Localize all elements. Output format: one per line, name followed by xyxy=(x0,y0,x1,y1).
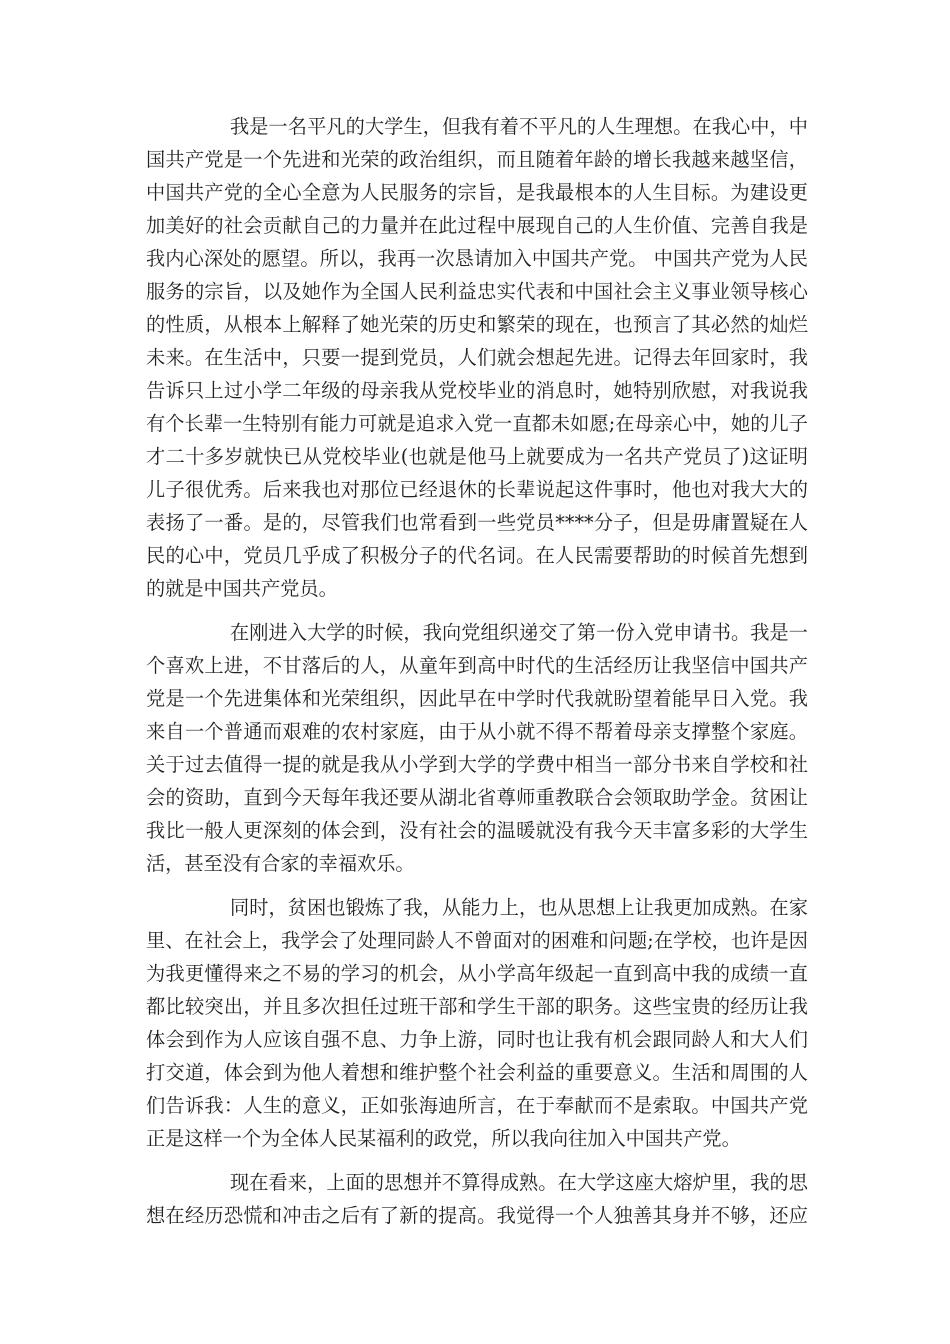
text-line: 现在看来，上面的思想并不算得成熟。在大学这座大熔炉里，我的思 xyxy=(230,1171,808,1194)
text-line: 的性质，从根本上解释了她光荣的历史和繁荣的现在，也预言了其必然的灿烂 xyxy=(146,313,808,336)
text-line: 中国共产党的全心全意为人民服务的宗旨，是我最根本的人生目标。为建设更 xyxy=(146,181,808,204)
text-line: 我比一般人更深刻的体会到，没有社会的温暖就没有我今天丰富多彩的大学生 xyxy=(146,819,808,842)
text-line: 活，甚至没有合家的幸福欢乐。 xyxy=(146,852,415,875)
text-line: 想在经历恐慌和冲击之后有了新的提高。我觉得一个人独善其身并不够，还应 xyxy=(146,1204,808,1227)
text-line: 才二十多岁就快已从党校毕业(也就是他马上就要成为一名共产党员了)这证明 xyxy=(146,445,808,468)
paragraph-spacer xyxy=(146,1155,808,1166)
text-line: 打交道，体会到为他人着想和维护整个社会利益的重要意义。生活和周围的人 xyxy=(146,1061,808,1084)
text-line: 里、在社会上，我学会了处理同龄人不曾面对的困难和问题;在学校，也许是因 xyxy=(146,929,808,952)
text-line: 加美好的社会贡献自己的力量并在此过程中展现自己的人生价值、完善自我是 xyxy=(146,214,808,237)
paragraph-spacer xyxy=(146,880,808,891)
text-line: 我是一名平凡的大学生，但我有着不平凡的人生理想。在我心中，中 xyxy=(230,115,808,138)
text-line: 正是这样一个为全体人民某福利的政党，所以我向往加入中国共产党。 xyxy=(146,1127,741,1150)
text-line: 未来。在生活中，只要一提到党员，人们就会想起先进。记得去年回家时，我 xyxy=(146,346,808,369)
text-line: 关于过去值得一提的就是我从小学到大学的学费中相当一部分书来自学校和社 xyxy=(146,753,808,776)
text-line: 们告诉我：人生的意义，正如张海迪所言，在于奉献而不是索取。中国共产党 xyxy=(146,1094,808,1117)
paragraph-2 xyxy=(146,616,808,880)
text-line: 告诉只上过小学二年级的母亲我从党校毕业的消息时，她特别欣慰，对我说我 xyxy=(146,379,808,402)
text-line: 服务的宗旨，以及她作为全国人民利益忠实代表和中国社会主义事业领导核心 xyxy=(146,280,808,303)
text-line: 同时，贫困也锻炼了我，从能力上，也从思想上让我更加成熟。在家 xyxy=(230,896,808,919)
text-line: 表扬了一番。是的，尽管我们也常看到一些党员****分子，但是毋庸置疑在人 xyxy=(146,511,808,534)
text-line: 体会到作为人应该自强不息、力争上游，同时也让我有机会跟同龄人和大人们 xyxy=(146,1028,808,1051)
paragraph-4 xyxy=(146,1166,808,1232)
paragraph-1 xyxy=(146,110,808,605)
text-line: 的就是中国共产党员。 xyxy=(146,577,338,600)
text-line: 来自一个普通而艰难的农村家庭，由于从小就不得不帮着母亲支撑整个家庭。 xyxy=(146,720,808,743)
text-line: 我内心深处的愿望。所以，我再一次恳请加入中国共产党。 中国共产党为人民 xyxy=(146,247,808,270)
text-line: 为我更懂得来之不易的学习的机会，从小学高年级起一直到高中我的成绩一直 xyxy=(146,962,808,985)
document-body xyxy=(146,110,808,1232)
text-line: 有个长辈一生特别有能力可就是追求入党一直都未如愿;在母亲心中，她的儿子 xyxy=(146,412,808,435)
paragraph-spacer xyxy=(146,605,808,616)
text-line: 个喜欢上进，不甘落后的人，从童年到高中时代的生活经历让我坚信中国共产 xyxy=(146,654,808,677)
text-line: 在刚进入大学的时候，我向党组织递交了第一份入党申请书。我是一 xyxy=(230,621,808,644)
paragraph-3 xyxy=(146,891,808,1155)
text-line: 国共产党是一个先进和光荣的政治组织，而且随着年龄的增长我越来越坚信， xyxy=(146,148,808,171)
text-line: 儿子很优秀。后来我也对那位已经退休的长辈说起这件事时，他也对我大大的 xyxy=(146,478,808,501)
text-line: 都比较突出，并且多次担任过班干部和学生干部的职务。这些宝贵的经历让我 xyxy=(146,995,808,1018)
text-line: 会的资助，直到今天每年我还要从湖北省尊师重教联合会领取助学金。贫困让 xyxy=(146,786,808,809)
text-line: 党是一个先进集体和光荣组织，因此早在中学时代我就盼望着能早日入党。我 xyxy=(146,687,808,710)
text-line: 民的心中，党员几乎成了积极分子的代名词。在人民需要帮助的时候首先想到 xyxy=(146,544,808,567)
